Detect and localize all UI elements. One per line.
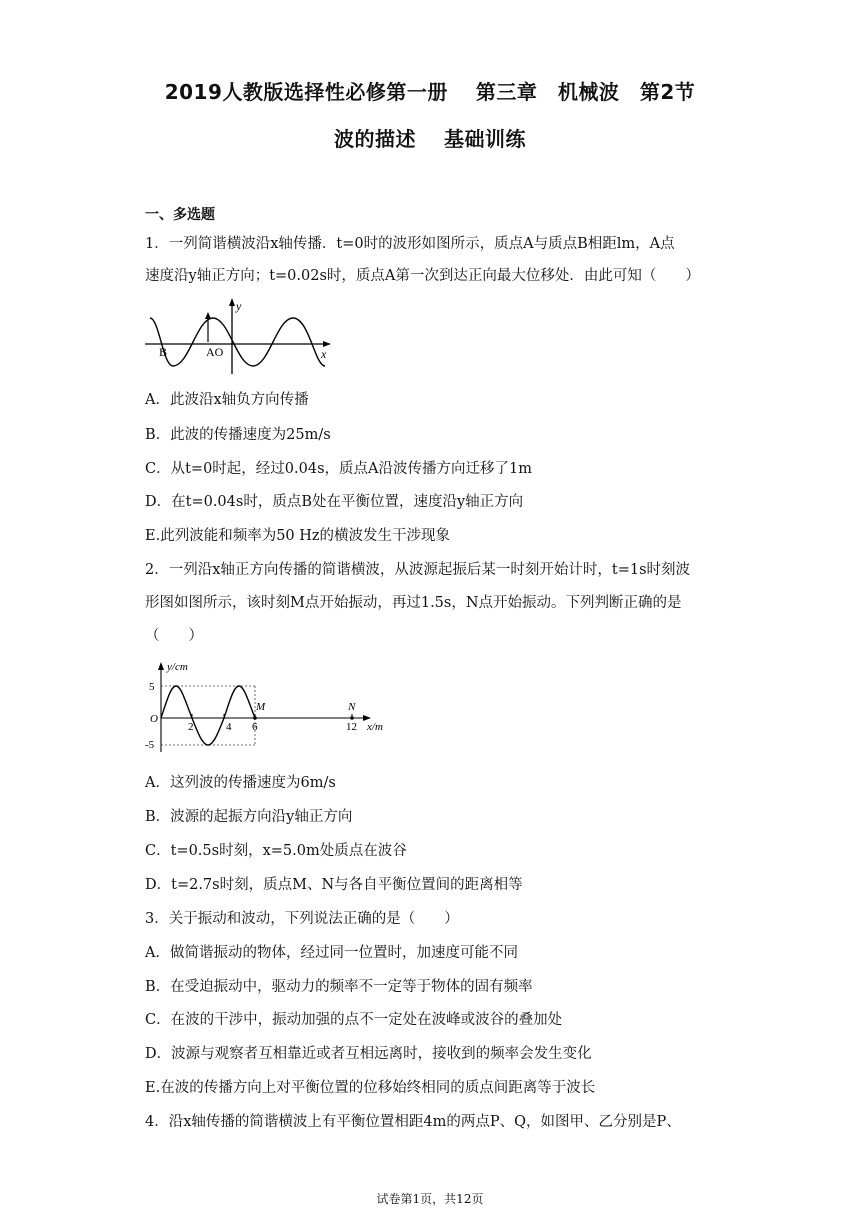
- q3-option-e: E.在波的传播方向上对平衡位置的位移始终相同的质点间距离等于波长: [145, 1080, 596, 1096]
- q2-fig-label-m: M: [256, 701, 266, 713]
- q3-option-d: D．波源与观察者互相靠近或者互相远离时，接收到的频率会发生变化: [145, 1046, 592, 1062]
- q2-wave-figure: [143, 656, 393, 756]
- q2-fig-tick-4: 4: [226, 721, 232, 733]
- q2-fig-tick-2: 2: [188, 721, 194, 733]
- q2-option-a: A．这列波的传播速度为6m/s: [145, 775, 336, 791]
- q3-option-b: B．在受迫振动中，驱动力的频率不一定等于物体的固有频率: [145, 979, 533, 995]
- q2-fig-label-n: N: [348, 701, 356, 713]
- q1-option-e: E.此列波能和频率为50 Hz的横波发生干涉现象: [145, 528, 451, 544]
- q1-option-d: D．在t=0.04s时，质点B处在平衡位置，速度沿y轴正方向: [145, 494, 524, 510]
- q2-option-d: D．t=2.7s时刻，质点M、N与各自平衡位置间的距离相等: [145, 877, 523, 893]
- q1-option-a: A．此波沿x轴负方向传播: [145, 392, 309, 408]
- q2-fig-tick-5: 5: [149, 681, 155, 693]
- q1-option-c: C．从t=0时起，经过0.04s，质点A沿波传播方向迁移了1m: [145, 461, 532, 477]
- q2-fig-label-x: x/m: [367, 721, 383, 733]
- q2-stem-line1: 2．一列沿x轴正方向传播的简谐横波，从波源起振后某一时刻开始计时，t=1s时刻波: [145, 562, 691, 578]
- q3-stem: 3．关于振动和波动，下列说法正确的是（ ）: [145, 911, 459, 927]
- q2-fig-tick-neg5: -5: [145, 739, 155, 751]
- q2-stem-line2: 形图如图所示，该时刻M点开始振动，再过1.5s，N点开始振动。下列判断正确的是: [145, 595, 682, 611]
- q2-fig-origin: O: [150, 713, 158, 725]
- q2-fig-tick-12: 12: [346, 721, 357, 733]
- q1-option-b: B．此波的传播速度为25m/s: [145, 427, 331, 443]
- q1-fig-label-x: x: [321, 347, 327, 361]
- section-title: 一、多选题: [145, 207, 215, 223]
- q1-stem-line1: 1．一列简谐横波沿x轴传播．t=0时的波形如图所示，质点A与质点B相距lm，A点: [145, 236, 675, 252]
- q1-stem-line2: 速度沿y轴正方向；t=0.02s时，质点A第一次到达正向最大位移处．由此可知（ ）: [145, 268, 700, 284]
- document-title-line2: 波的描述 基础训练: [334, 127, 526, 151]
- q2-stem-line3: （ ）: [145, 628, 203, 644]
- q3-option-c: C．在波的干涉中，振动加强的点不一定处在波峰或波谷的叠加处: [145, 1012, 563, 1028]
- q1-fig-label-ao: AO: [206, 345, 224, 359]
- q1-fig-label-b: B: [159, 345, 168, 359]
- q1-fig-label-y: y: [236, 299, 242, 313]
- q3-option-a: A．做简谐振动的物体，经过同一位置时，加速度可能不同: [145, 945, 518, 961]
- q2-option-b: B．波源的起振方向沿y轴正方向: [145, 809, 353, 825]
- q2-option-c: C．t=0.5s时刻，x=5.0m处质点在波谷: [145, 843, 407, 859]
- q2-fig-label-y: y/cm: [167, 661, 188, 673]
- page-footer: 试卷第1页，共12页: [376, 1192, 484, 1206]
- q4-stem-line1: 4．沿x轴传播的简谐横波上有平衡位置相距4m的两点P、Q，如图甲、乙分别是P、: [145, 1114, 681, 1130]
- q1-wave-figure: [145, 296, 345, 376]
- document-title-line1: 2019人教版选择性必修第一册 第三章 机械波 第2节: [164, 80, 696, 104]
- q2-fig-tick-6: 6: [252, 721, 258, 733]
